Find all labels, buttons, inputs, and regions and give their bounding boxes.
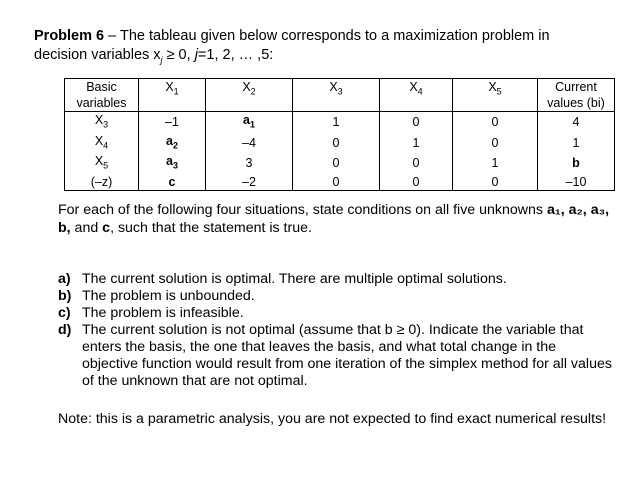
table-row — [65, 153, 615, 174]
intro-ge: ≥ 0, — [162, 47, 195, 63]
cell-x1: $a_3$ — [139, 153, 206, 174]
cell-x3: 0 — [293, 174, 380, 191]
instructions-end: , such that the statement is true. — [110, 220, 312, 236]
cell-x2: $a_1$ — [206, 112, 293, 133]
item-label: c) — [58, 305, 71, 321]
instructions-and: and — [70, 220, 103, 236]
cell-current: –10 — [538, 174, 615, 191]
item-text: The current solution is optimal. There are multiple optimal solutions. — [82, 271, 507, 287]
note: Note: this is a parametric analysis, you are not expected to find exact numerical results! — [58, 411, 607, 427]
table-row — [65, 133, 615, 154]
instructions — [58, 201, 614, 237]
row-basic: $X_5$ — [65, 153, 139, 174]
cell-x4: 0 — [380, 112, 453, 133]
problem-statement — [34, 27, 614, 70]
cell-x3: 1 — [293, 112, 380, 133]
header-basic-variables: Basic variables — [65, 79, 139, 112]
cell-x1: $a_2$ — [139, 133, 206, 154]
cell-x5: 1 — [453, 153, 538, 174]
header-x2: $X_2$ — [206, 79, 293, 112]
intro-j: j — [194, 47, 198, 63]
cell-current: 4 — [538, 112, 615, 133]
table-row — [65, 174, 615, 191]
cell-x4: 0 — [380, 153, 453, 174]
cell-x4: 1 — [380, 133, 453, 154]
problem-label: Problem 6 — [34, 28, 105, 44]
list-item — [58, 271, 614, 288]
cell-x2: –2 — [206, 174, 293, 191]
header-x3: $X_3$ — [293, 79, 380, 112]
header-current-values: Current values (bi) — [538, 79, 615, 112]
item-label: b) — [58, 288, 72, 304]
cell-current: b — [538, 153, 615, 174]
table-row — [65, 112, 615, 133]
cell-x1: c — [139, 174, 206, 191]
list-item — [58, 288, 614, 305]
instructions-text: For each of the following four situations, state conditions on all five unknowns — [58, 202, 547, 218]
subscript-j: j — [160, 54, 163, 65]
header-x4: $X_4$ — [380, 79, 453, 112]
item-label: a) — [58, 271, 71, 287]
item-text: The current solution is not optimal (assume that b ≥ 0). Indicate the variable that enters the basis, the one that leaves the basis, and what total change in the objective function would result from one iteration of the simplex method for all values of the unknown that are not optimal. — [82, 322, 612, 389]
row-basic: $X_3$ — [65, 112, 139, 133]
item-label: d) — [58, 322, 72, 338]
cell-x5: 0 — [453, 133, 538, 154]
cell-x5: 0 — [453, 174, 538, 191]
problem-intro-2: decision variables x — [34, 47, 161, 63]
header-x5: $X_5$ — [453, 79, 538, 112]
list-item — [58, 305, 614, 322]
cell-x5: 0 — [453, 112, 538, 133]
item-text: The problem is infeasible. — [82, 305, 244, 321]
header-x1: $X_1$ — [139, 79, 206, 112]
cell-x1: –1 — [139, 112, 206, 133]
cell-x2: –4 — [206, 133, 293, 154]
cell-x3: 0 — [293, 153, 380, 174]
cell-x3: 0 — [293, 133, 380, 154]
row-basic: (–z) — [65, 174, 139, 191]
instructions-unknowns: a₁, a₂, a₃, b, — [58, 202, 610, 236]
problem-intro: – The tableau given below corresponds to a maximization problem in — [104, 28, 550, 44]
simplex-tableau — [64, 78, 615, 191]
item-text: The problem is unbounded. — [82, 288, 255, 304]
cell-current: 1 — [538, 133, 615, 154]
question-list — [58, 271, 614, 390]
intro-end: =1, 2, … ,5: — [197, 47, 274, 63]
cell-x4: 0 — [380, 174, 453, 191]
instructions-c: c — [102, 220, 111, 236]
cell-x2: 3 — [206, 153, 293, 174]
row-basic: $X_4$ — [65, 133, 139, 154]
list-item — [58, 322, 614, 390]
